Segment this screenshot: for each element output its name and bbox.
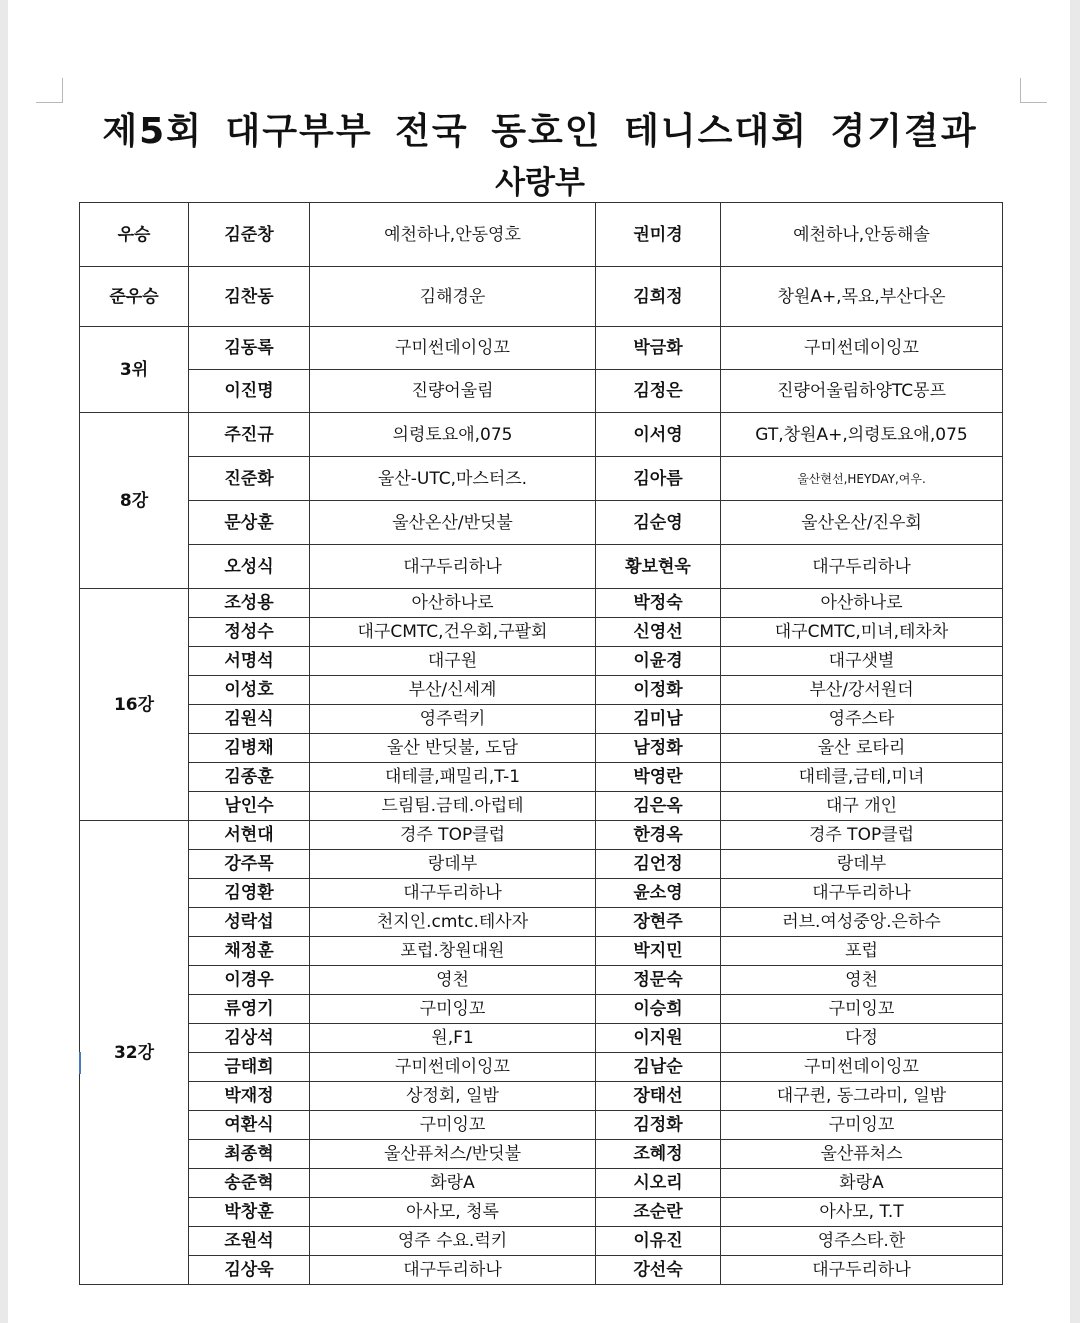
round-label: 우승 [80,203,189,267]
woman-name: 김아름 [596,457,721,501]
man-club: 대테클,패밀리,T-1 [310,763,596,792]
man-club: 랑데부 [310,850,596,879]
result-row [80,1140,1003,1169]
man-name: 남인수 [189,792,310,821]
man-club: 상정회, 일밤 [310,1082,596,1111]
result-row [80,792,1003,821]
man-name: 이성호 [189,676,310,705]
man-name: 주진규 [189,413,310,457]
woman-club: 대테클,금테,미녀 [721,763,1003,792]
result-row [80,457,1003,501]
woman-name: 윤소영 [596,879,721,908]
woman-club: 랑데부 [721,850,1003,879]
man-name: 이진명 [189,370,310,413]
text-cursor-marker [79,1052,81,1074]
woman-name: 이윤경 [596,647,721,676]
man-name: 박재정 [189,1082,310,1111]
man-club: 대구두리하나 [310,545,596,589]
woman-name: 남정화 [596,734,721,763]
man-club: 대구두리하나 [310,1256,596,1285]
woman-club: 울산퓨처스 [721,1140,1003,1169]
woman-name: 이승희 [596,995,721,1024]
woman-name: 이유진 [596,1227,721,1256]
woman-name: 김순영 [596,501,721,545]
man-name: 조원석 [189,1227,310,1256]
man-name: 김상욱 [189,1256,310,1285]
woman-club: 대구두리하나 [721,1256,1003,1285]
man-name: 정성수 [189,618,310,647]
woman-club: 진량어울림하양TC몽프 [721,370,1003,413]
result-row [80,1227,1003,1256]
woman-name: 황보현욱 [596,545,721,589]
result-row [80,1198,1003,1227]
woman-name: 김정은 [596,370,721,413]
man-club: 영천 [310,966,596,995]
man-club: 대구두리하나 [310,879,596,908]
man-club: 진량어울림 [310,370,596,413]
woman-name: 장태선 [596,1082,721,1111]
woman-name: 한경옥 [596,821,721,850]
man-name: 김동록 [189,327,310,370]
result-row [80,705,1003,734]
woman-name: 김은옥 [596,792,721,821]
woman-club: 화랑A [721,1169,1003,1198]
woman-club: 구미잉꼬 [721,1111,1003,1140]
result-row [80,370,1003,413]
man-club: 대구원 [310,647,596,676]
man-club: 원,F1 [310,1024,596,1053]
woman-club: 울산 로타리 [721,734,1003,763]
round-label: 준우승 [80,267,189,327]
woman-club: 대구퀸, 동그라미, 일밤 [721,1082,1003,1111]
woman-club: GT,창원A+,의령토요애,075 [721,413,1003,457]
man-club: 구미썬데이잉꼬 [310,1053,596,1082]
man-club: 포럽.창원대원 [310,937,596,966]
result-row [80,937,1003,966]
woman-club: 대구샛별 [721,647,1003,676]
result-row [80,879,1003,908]
results-table [79,202,1003,1285]
woman-club: 대구두리하나 [721,545,1003,589]
man-club: 울산 반딧불, 도담 [310,734,596,763]
man-club: 아사모, 청록 [310,1198,596,1227]
man-name: 오성식 [189,545,310,589]
man-club: 구미잉꼬 [310,1111,596,1140]
man-club: 드림팀.금테.아럽테 [310,792,596,821]
result-row [80,676,1003,705]
result-row [80,267,1003,327]
result-row [80,618,1003,647]
margin-corner-mark [1020,78,1047,103]
result-row [80,589,1003,618]
man-club: 아산하나로 [310,589,596,618]
woman-name: 조혜정 [596,1140,721,1169]
woman-club: 대구 개인 [721,792,1003,821]
man-name: 김종훈 [189,763,310,792]
division-title: 사랑부 [495,165,585,201]
woman-club: 울산온산/진우회 [721,501,1003,545]
woman-name: 박영란 [596,763,721,792]
man-club: 영주럭키 [310,705,596,734]
man-name: 김영환 [189,879,310,908]
woman-club: 영주스타 [721,705,1003,734]
man-name: 이경우 [189,966,310,995]
man-club: 구미잉꼬 [310,995,596,1024]
woman-club: 창원A+,목요,부산다온 [721,267,1003,327]
woman-club: 예천하나,안동해솔 [721,203,1003,267]
result-row [80,501,1003,545]
man-name: 김준창 [189,203,310,267]
man-club: 대구CMTC,건우회,구팔회 [310,618,596,647]
result-row [80,850,1003,879]
round-label: 32강 [80,821,189,1285]
result-row [80,995,1003,1024]
woman-name: 강선숙 [596,1256,721,1285]
man-club: 의령토요애,075 [310,413,596,457]
result-row [80,647,1003,676]
man-name: 강주목 [189,850,310,879]
result-row [80,1053,1003,1082]
round-label: 8강 [80,413,189,589]
woman-name: 이서영 [596,413,721,457]
woman-club: 아산하나로 [721,589,1003,618]
man-name: 김원식 [189,705,310,734]
result-row [80,1256,1003,1285]
man-name: 여환식 [189,1111,310,1140]
man-name: 송준혁 [189,1169,310,1198]
woman-name: 박금화 [596,327,721,370]
man-name: 김상석 [189,1024,310,1053]
woman-club: 아사모, T.T [721,1198,1003,1227]
result-row [80,966,1003,995]
document-title: 제5회 대구부부 전국 동호인 테니스대회 경기결과 [102,111,978,152]
woman-club: 영천 [721,966,1003,995]
man-club: 화랑A [310,1169,596,1198]
result-row [80,327,1003,370]
woman-name: 김정화 [596,1111,721,1140]
result-row [80,821,1003,850]
man-club: 울산-UTC,마스터즈. [310,457,596,501]
result-row [80,545,1003,589]
result-row [80,734,1003,763]
woman-name: 박지민 [596,937,721,966]
round-label: 3위 [80,327,189,413]
woman-name: 김희정 [596,267,721,327]
woman-club: 경주 TOP클럽 [721,821,1003,850]
woman-name: 이정화 [596,676,721,705]
man-club: 구미썬데이잉꼬 [310,327,596,370]
woman-name: 권미경 [596,203,721,267]
woman-club: 포럽 [721,937,1003,966]
result-row [80,908,1003,937]
man-club: 천지인.cmtc.테사자 [310,908,596,937]
woman-name: 이지원 [596,1024,721,1053]
man-name: 김병채 [189,734,310,763]
man-club: 예천하나,안동영호 [310,203,596,267]
woman-club: 구미잉꼬 [721,995,1003,1024]
woman-club: 러브.여성중앙.은하수 [721,908,1003,937]
result-row [80,1111,1003,1140]
woman-name: 장현주 [596,908,721,937]
result-row [80,1169,1003,1198]
woman-club: 대구CMTC,미녀,테차차 [721,618,1003,647]
woman-name: 김언정 [596,850,721,879]
woman-club: 구미썬데이잉꼬 [721,327,1003,370]
man-name: 서명석 [189,647,310,676]
woman-club: 부산/강서원더 [721,676,1003,705]
man-club: 영주 수요.럭키 [310,1227,596,1256]
man-name: 채정훈 [189,937,310,966]
round-label: 16강 [80,589,189,821]
woman-name: 시오리 [596,1169,721,1198]
man-name: 진준화 [189,457,310,501]
result-row [80,203,1003,267]
result-row [80,413,1003,457]
man-name: 류영기 [189,995,310,1024]
man-name: 성락섭 [189,908,310,937]
woman-club: 대구두리하나 [721,879,1003,908]
woman-name: 김미남 [596,705,721,734]
man-name: 조성용 [189,589,310,618]
man-club: 울산퓨처스/반딧불 [310,1140,596,1169]
man-club: 울산온산/반딧불 [310,501,596,545]
man-name: 김찬동 [189,267,310,327]
woman-name: 정문숙 [596,966,721,995]
man-name: 문상훈 [189,501,310,545]
man-name: 서현대 [189,821,310,850]
man-club: 경주 TOP클럽 [310,821,596,850]
man-name: 금태희 [189,1053,310,1082]
result-row [80,1024,1003,1053]
woman-name: 신영선 [596,618,721,647]
woman-club: 다정 [721,1024,1003,1053]
woman-name: 조순란 [596,1198,721,1227]
woman-name: 박정숙 [596,589,721,618]
woman-name: 김남순 [596,1053,721,1082]
woman-club: 영주스타.한 [721,1227,1003,1256]
man-name: 박창훈 [189,1198,310,1227]
result-row [80,1082,1003,1111]
man-name: 최종혁 [189,1140,310,1169]
margin-corner-mark [36,78,63,103]
man-club: 김해경운 [310,267,596,327]
man-club: 부산/신세계 [310,676,596,705]
result-row [80,763,1003,792]
woman-club: 울산현선,HEYDAY,여우. [721,457,1003,501]
woman-club: 구미썬데이잉꼬 [721,1053,1003,1082]
